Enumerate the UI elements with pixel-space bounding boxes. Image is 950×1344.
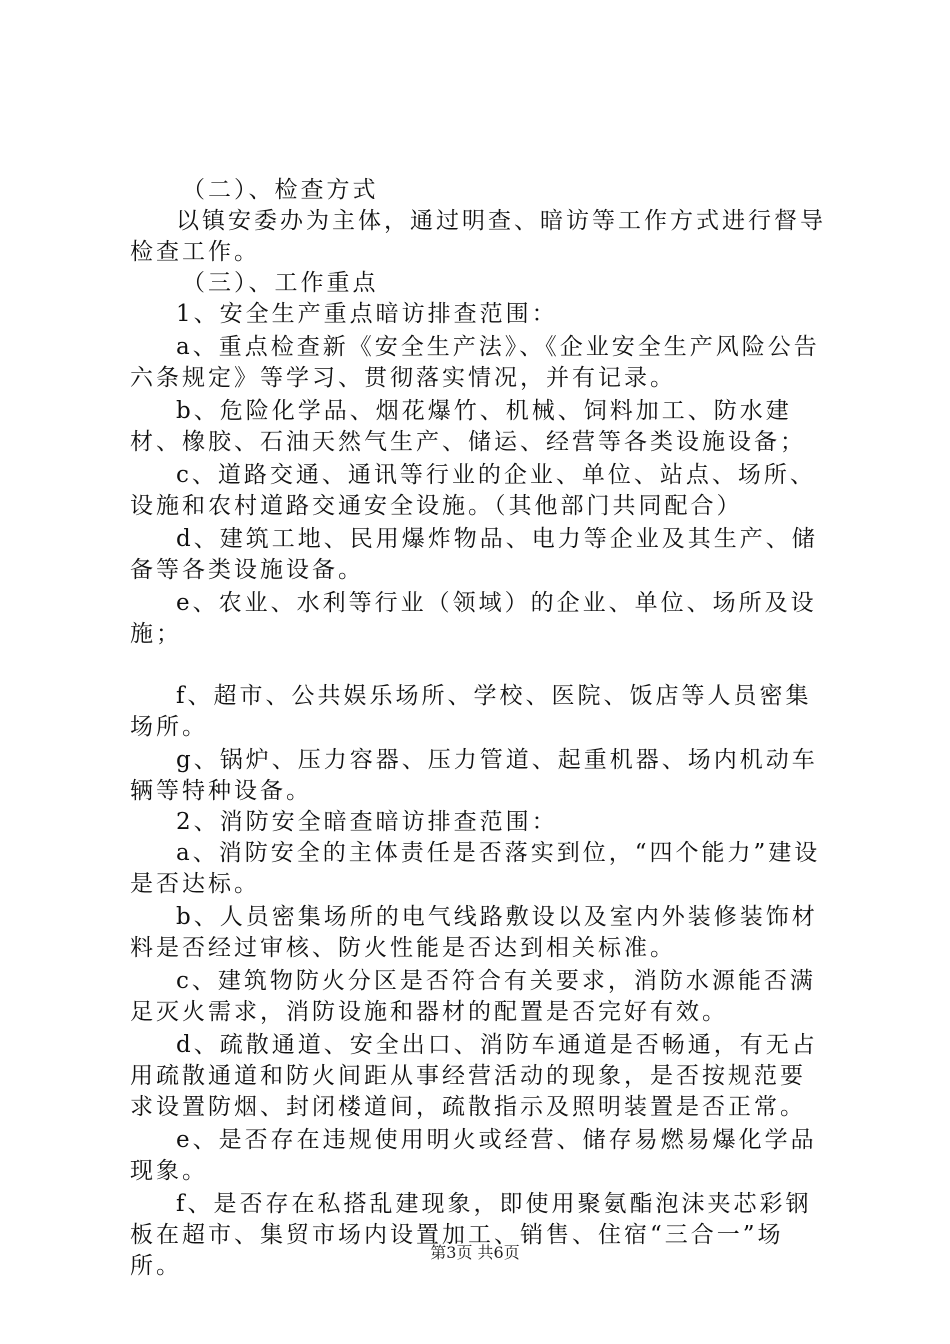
- list-item-fire-d: d、疏散通道、安全出口、消防车通道是否畅通，有无占用疏散通道和防火间距从事经营活动的现象，是否按规范要求设置防烟、封闭楼道间，疏散指示及照明装置是否正常。: [130, 1032, 818, 1120]
- page-number-label: 第3页 共6页: [430, 1243, 520, 1262]
- list-item-production-a: a、重点检查新《安全生产法》、《企业安全生产风险公告六条规定》等学习、贯彻落实情况，并有记录。: [130, 334, 820, 391]
- list-heading-fire-safety: 2、消防安全暗查暗访排查范围：: [176, 809, 558, 835]
- section-heading-inspection-method: （二）、检查方式: [182, 177, 379, 203]
- list-item-fire-f: f、是否存在私搭乱建现象，即使用聚氨酯泡沫夹芯彩钢板在超市、集贸市场内设置加工、销售、住宿“三合一”场所。: [130, 1191, 812, 1279]
- list-heading-production-safety: 1、安全生产重点暗访排查范围：: [176, 301, 558, 327]
- list-item-production-f: f、超市、公共娱乐场所、学校、医院、饭店等人员密集场所。: [130, 683, 812, 740]
- page-footer: [0, 1243, 950, 1263]
- list-item-production-d: d、建筑工地、民用爆炸物品、电力等企业及其生产、储备等各类设施设备。: [130, 526, 818, 583]
- list-item-production-e: e、农业、水利等行业（领域）的企业、单位、场所及设施；: [130, 590, 817, 647]
- list-item-fire-b: b、人员密集场所的电气线路敷设以及室内外装修装饰材料是否经过审核、防火性能是否达到相关标准。: [130, 904, 818, 961]
- list-item-production-g: g、锅炉、压力容器、压力管道、起重机器、场内机动车辆等特种设备。: [130, 747, 818, 804]
- document-body: [130, 175, 830, 1282]
- list-item-fire-c: c、建筑物防火分区是否符合有关要求，消防水源能否满足灭火需求，消防设施和器材的配置是否完好有效。: [130, 968, 816, 1025]
- section-heading-work-focus: （三）、工作重点: [182, 270, 379, 296]
- list-item-production-b: b、危险化学品、烟花爆竹、机械、饲料加工、防水建材、橡胶、石油天然气生产、储运、经营等各类设施设备；: [130, 398, 806, 455]
- list-item-fire-e: e、是否存在违规使用明火或经营、储存易燃易爆化学品现象。: [130, 1127, 817, 1184]
- paragraph-inspection-method: 以镇安委办为主体，通过明查、暗访等工作方式进行督导检查工作。: [130, 208, 826, 265]
- list-item-production-c: c、道路交通、通讯等行业的企业、单位、站点、场所、设施和农村道路交通安全设施。（其他部门共同配合）: [130, 462, 816, 519]
- list-item-fire-a: a、消防安全的主体责任是否落实到位，“四个能力”建设是否达标。: [130, 840, 821, 897]
